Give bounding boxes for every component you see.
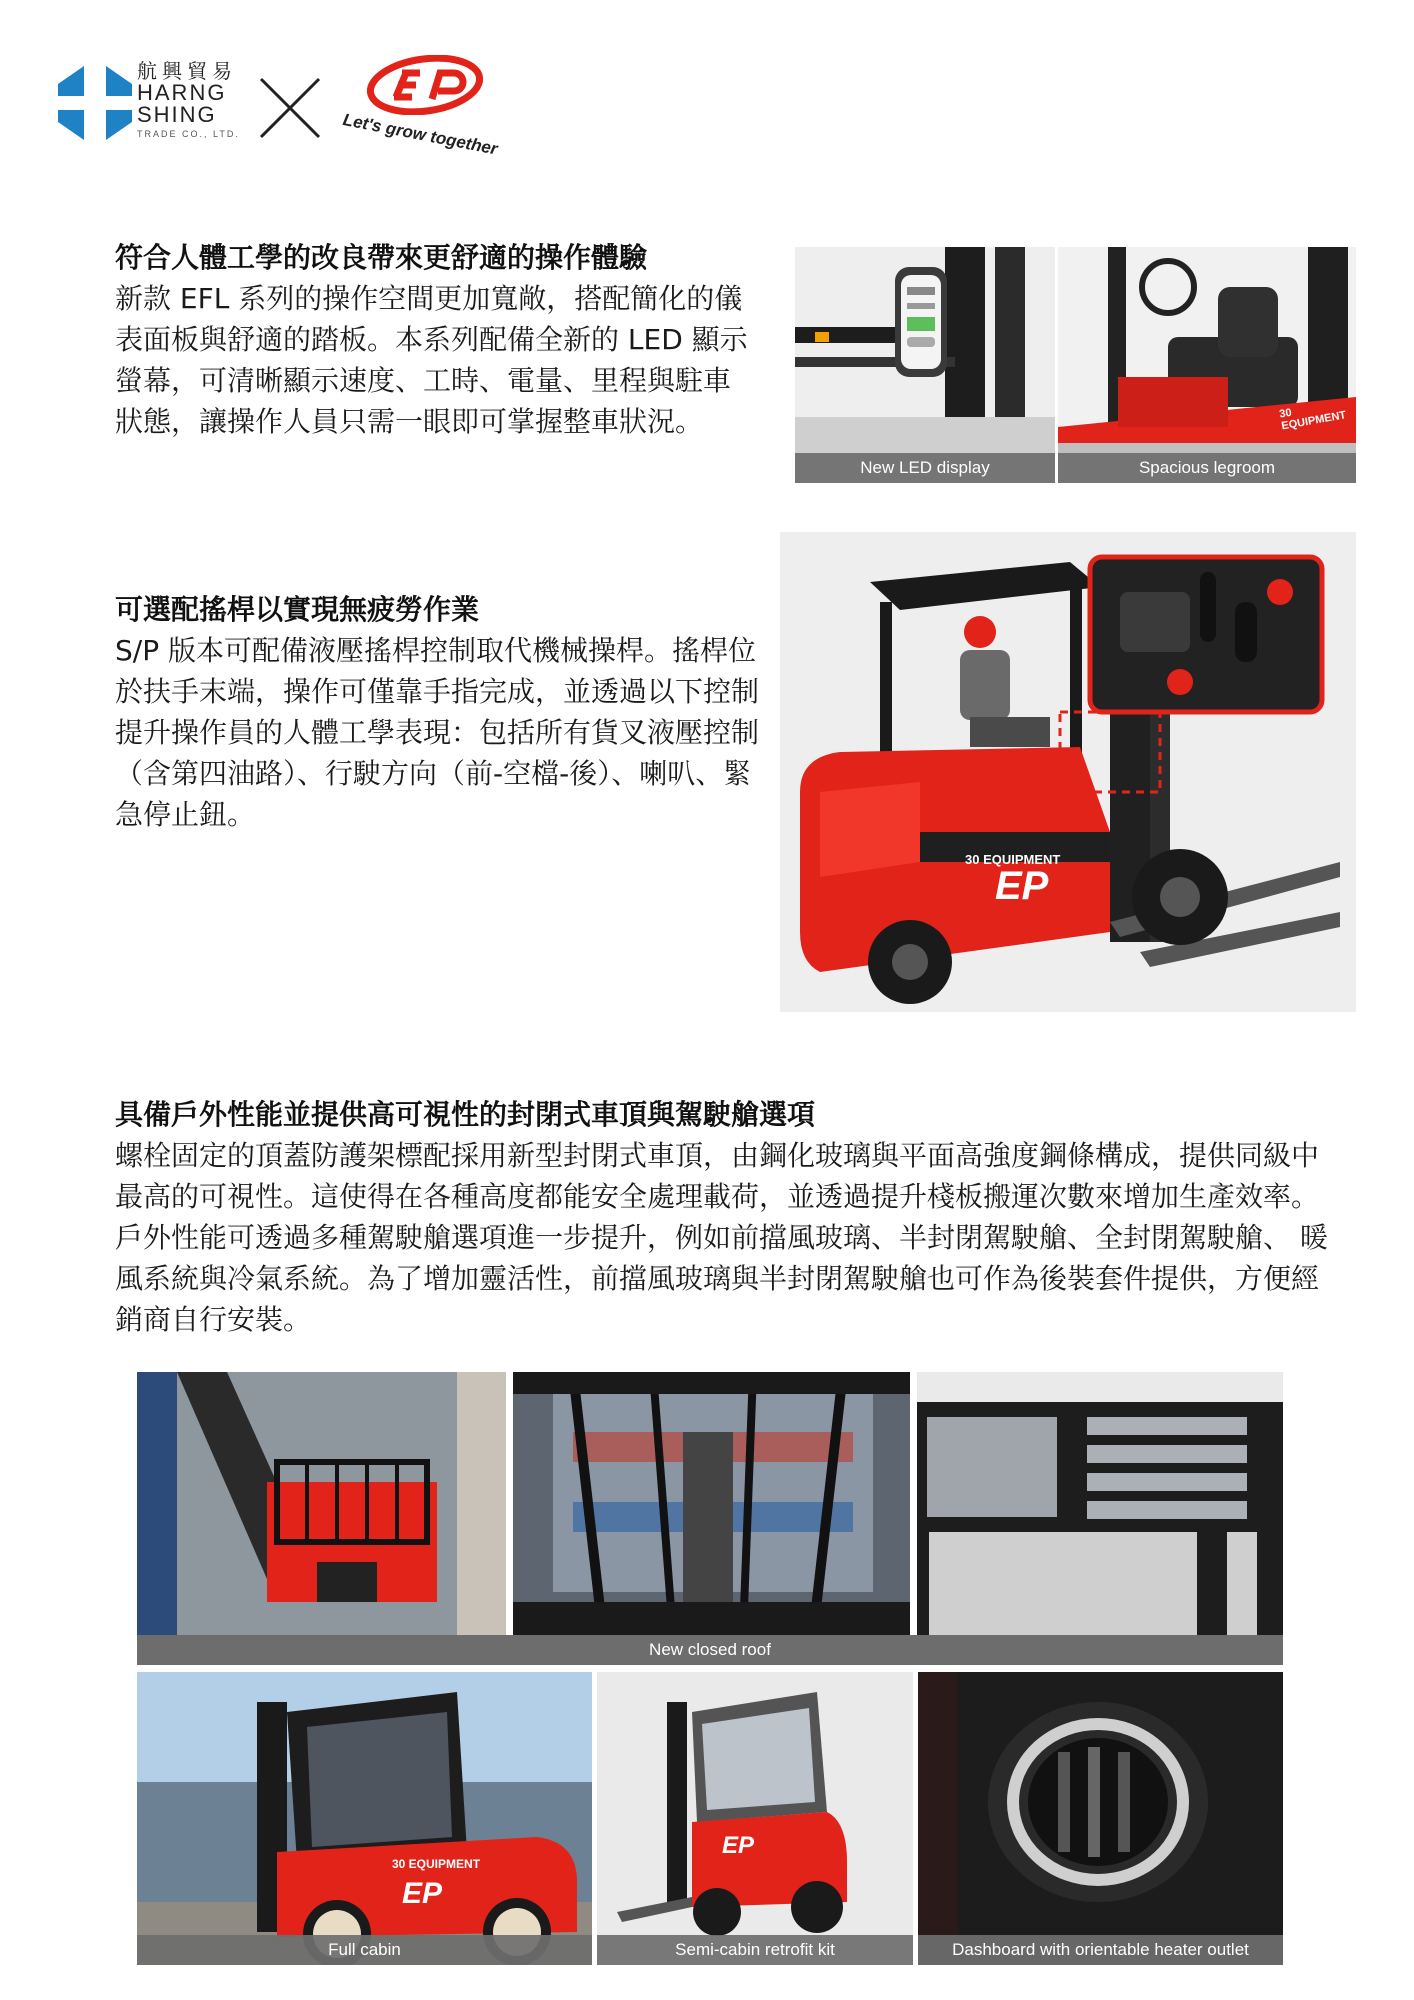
photo-caption: Full cabin xyxy=(137,1935,592,1965)
ep-body-logo: EP xyxy=(722,1832,755,1859)
photo-caption: New LED display xyxy=(795,453,1055,483)
ep-body-logo: EP xyxy=(402,1877,443,1910)
heater-outlet-photo xyxy=(918,1672,1283,1965)
section-title: 符合人體工學的改良帶來更舒適的操作體驗 xyxy=(115,241,648,274)
section-body: 新款 EFL 系列的操作空間更加寬敞，搭配簡化的儀表面板與舒適的踏板。本系列配備全新的 LED 顯示螢幕，可清晰顯示速度、工時、電量、里程與駐車狀態，讓操作人員只需一眼即可掌握整車狀況。 xyxy=(115,282,748,438)
section-joystick xyxy=(115,590,770,835)
ep-body-logo: EP xyxy=(995,864,1049,908)
company-chinese-name: 航興貿易 xyxy=(137,59,237,83)
closed-roof-photo-2 xyxy=(513,1372,910,1635)
truck-label: 30 EQUIPMENT xyxy=(1278,406,1348,433)
harng-shing-logo-icon xyxy=(50,62,140,144)
section-ergonomics xyxy=(115,238,755,442)
section-closed-roof xyxy=(115,1095,1335,1340)
photo-caption: Semi-cabin retrofit kit xyxy=(597,1935,913,1965)
section-body: 螺栓固定的頂蓋防護架標配採用新型封閉式車頂，由鋼化玻璃與平面高強度鋼條構成，提供同級中最高的可視性。這使得在各種高度都能安全處理載荷，並透過提升棧板搬運次數來增加生產效率。戶外性能可透過多種駕駛艙選項進一步提升，例如前擋風玻璃、半封閉駕駛艙、全封閉駕駛艙、 暖風系統與冷氣系統。為了增加靈活性，前擋風玻璃與半封閉駕駛艙也可作為後裝套件提供，方便經銷商自行安裝。 xyxy=(115,1139,1328,1336)
truck-label: 30 EQUIPMENT xyxy=(392,1857,481,1871)
led-display-photo xyxy=(795,247,1055,483)
company-name-line2: SHING xyxy=(137,102,217,127)
closed-roof-caption: New closed roof xyxy=(137,1635,1283,1665)
full-cabin-photo xyxy=(137,1672,592,1965)
section-body: S/P 版本可配備液壓搖桿控制取代機械操桿。搖桿位於扶手末端，操作可僅靠手指完成，並透過以下控制提升操作員的人體工學表現：包括所有貨叉液壓控制（含第四油路）、行駛方向（前-空檔-後）、喇叭、緊急停止鈕。 xyxy=(115,634,760,831)
section-title: 可選配搖桿以實現無疲勞作業 xyxy=(115,593,480,626)
section-title: 具備戶外性能並提供高可視性的封閉式車頂與駕駛艙選項 xyxy=(115,1098,816,1131)
semi-cabin-photo xyxy=(597,1672,913,1965)
closed-roof-photo-1 xyxy=(137,1372,506,1635)
company-suffix: TRADE CO., LTD. xyxy=(137,129,240,139)
photo-caption: Dashboard with orientable heater outlet xyxy=(918,1935,1283,1965)
company-name-line1: HARNG xyxy=(137,80,227,105)
legroom-photo xyxy=(1058,247,1356,483)
joystick-forklift-photo xyxy=(780,532,1356,1012)
truck-label: 30 EQUIPMENT xyxy=(965,852,1061,867)
ep-tagline: Let's grow together xyxy=(341,110,500,159)
closed-roof-photo-3 xyxy=(917,1372,1283,1635)
photo-caption: Spacious legroom xyxy=(1058,453,1356,483)
harng-shing-wordmark xyxy=(137,60,240,140)
collaboration-x-icon xyxy=(255,73,325,143)
